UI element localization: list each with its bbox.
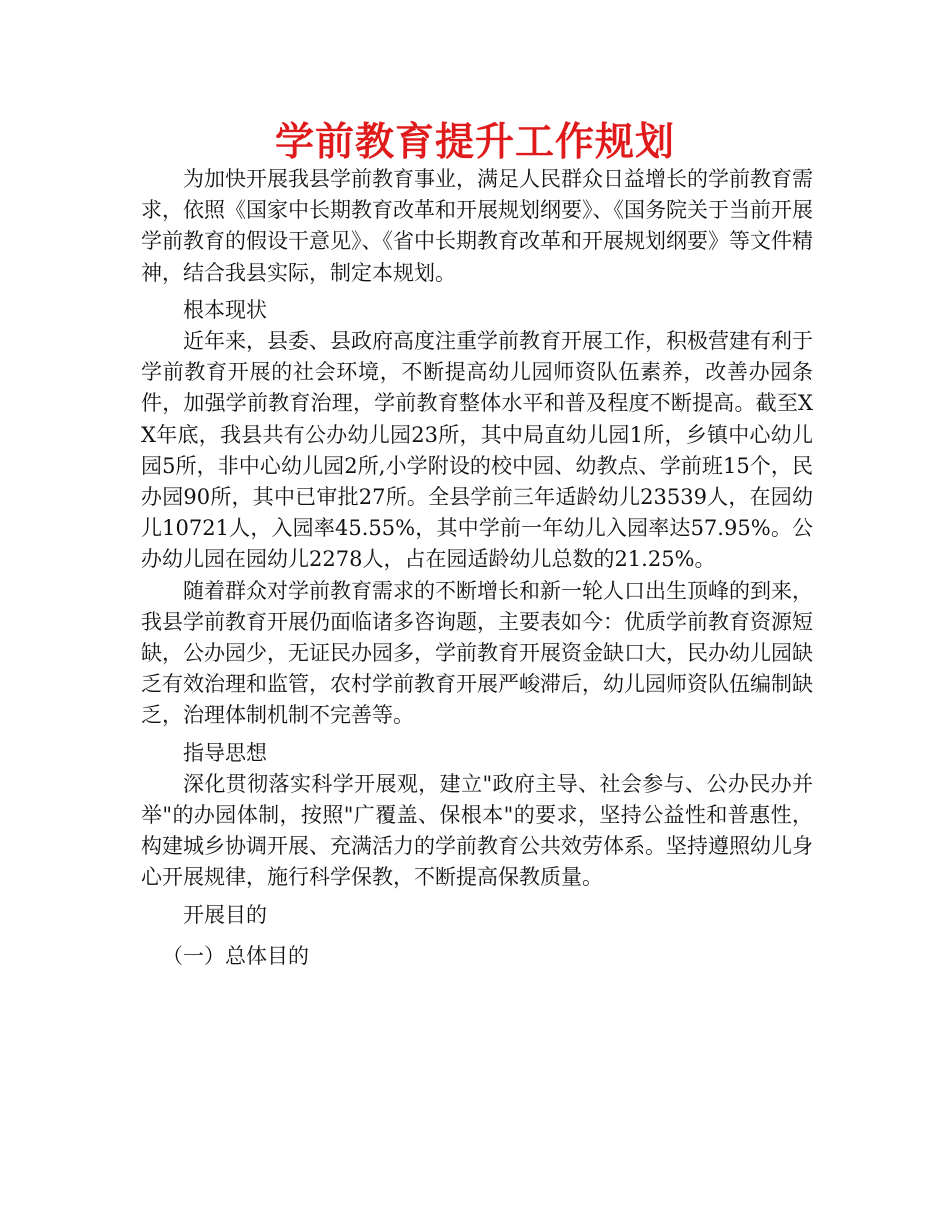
subsection-heading-overall-goal: （一）总体目的	[162, 943, 309, 968]
section-heading-development-goals: 开展目的	[183, 902, 267, 927]
guiding-ideology-paragraph: 深化贯彻落实科学开展观，建立"政府主导、社会参与、公办民办并举"的办园体制，按照"广覆盖、保根本"的要求，坚持公益性和普惠性，构建城乡协调开展、充满活力的学前教育公共效劳体系。坚持遵照幼儿身心开展规律，施行科学保教，不断提高保教质量。	[141, 771, 813, 890]
intro-paragraph: 为加快开展我县学前教育事业，满足人民群众日益增长的学前教育需求，依照《国家中长期教育改革和开展规划纲要》、《国务院关于当前开展学前教育的假设干意见》、《省中长期教育改革和开展规划纲要》等文件精神，结合我县实际，制定本规划。	[141, 167, 813, 285]
section-heading-basic-status: 根本现状	[183, 297, 267, 322]
document-title: 学前教育提升工作规划	[274, 120, 675, 165]
status-paragraph-2: 随着群众对学前教育需求的不断增长和新一轮人口出生顶峰的到来，我县学前教育开展仍面临诸多咨询题，主要表如今：优质学前教育资源短缺，公办园少，无证民办园多，学前教育开展资金缺口大，民办幼儿园缺乏有效治理和监管，农村学前教育开展严峻滞后，幼儿园师资队伍编制缺乏，治理体制机制不完善等。	[141, 578, 813, 728]
status-paragraph-1: 近年来，县委、县政府高度注重学前教育开展工作，积极营建有利于学前教育开展的社会环境，不断提高幼儿园师资队伍素养，改善办园条件，加强学前教育治理，学前教育整体水平和普及程度不断提高。截至XX年底，我县共有公办幼儿园23所，其中局直幼儿园1所，乡镇中心幼儿园5所，非中心幼儿园2所,小学附设的校中园、幼教点、学前班15个，民办园90所，其中已审批27所。全县学前三年适龄幼儿23539人，在园幼儿10721人，入园率45.55%，其中学前一年幼儿入园率达57.95%。公办幼儿园在园幼儿2278人，占在园适龄幼儿总数的21.25%。	[141, 329, 813, 572]
document-body	[141, 164, 813, 972]
section-heading-guiding-ideology: 指导思想	[183, 740, 267, 765]
